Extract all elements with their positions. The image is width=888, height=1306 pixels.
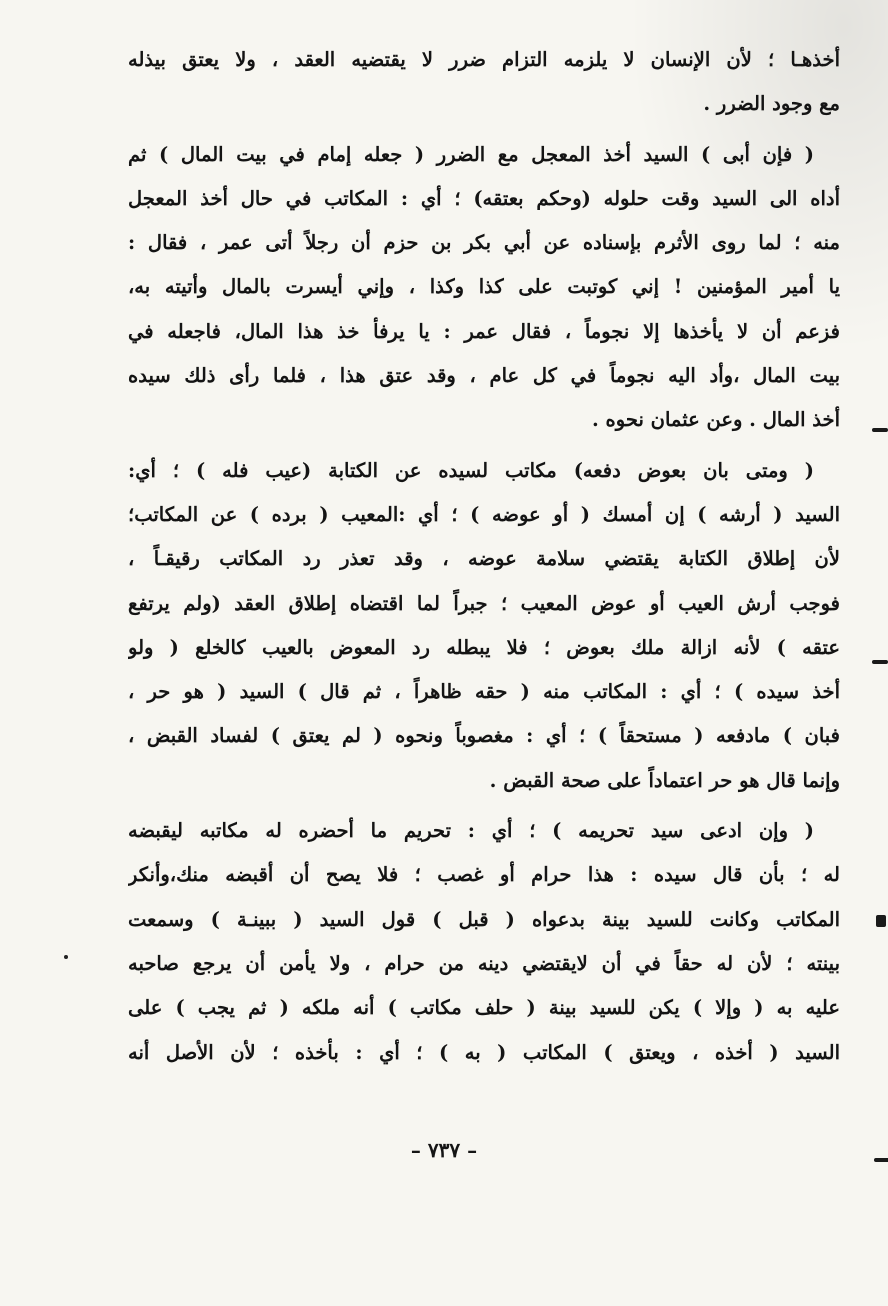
text-line: مع وجود الضرر . (703, 92, 840, 116)
scan-speck (64, 955, 68, 959)
page-number: – ٧٣٧ – (410, 1138, 478, 1162)
text-line: أخذ سيده ) ؛ أي : المكاتب منه ( حقه ظاهراً ، ثم قال ) السيد ( هو حر ، (128, 680, 840, 704)
text-line: ( فإن أبى ) السيد أخذ المعجل مع الضرر ( جعله إمام في بيت المال ) ثم (128, 142, 814, 166)
text-line: وإنما قال هو حر اعتماداً على صحة القبض . (489, 768, 840, 792)
text-line: أخذ المال . وعن عثمان نحوه . (591, 408, 840, 432)
margin-mark (872, 660, 888, 664)
text-line: فبان ) مادفعه ( مستحقاً ) ؛ أي : مغصوباً ونحوه ( لم يعتق ) لفساد القبض ، (128, 724, 840, 748)
text-line: أخذهـا ؛ لأن الإنسان لا يلزمه التزام ضرر لا يقتضيه العقد ، ولا يعتق بيذله (128, 48, 840, 71)
text-line: عليه به ( وإلا ) يكن للسيد بينة ( حلف مكاتب ) أنه ملكه ( ثم يجب ) على (128, 996, 840, 1020)
text-line: يا أمير المؤمنين ! إني كوتبت على كذا وكذا ، وإني أيسرت بالمال وأتيته به، (128, 275, 840, 299)
body-text (128, 38, 840, 1075)
margin-mark (874, 1158, 888, 1162)
margin-mark (876, 915, 886, 927)
text-line: السيد ( أخذه ، ويعتق ) المكاتب ( به ) ؛ أي : بأخذه ؛ لأن الأصل أنه (128, 1040, 840, 1064)
text-line: ( وإن ادعى سيد تحريمه ) ؛ أي : تحريم ما أحضره له مكاتبه ليقبضه (128, 819, 814, 843)
text-line: بينته ؛ لأن له حقاً في أن لايقتضي دينه من حرام ، ولا يأمن أن يرجع صاحبه (128, 951, 840, 975)
text-line: فوجب أرش العيب أو عوض المعيب ؛ جبراً لما اقتضاه إطلاق العقد (ولم يرتفع (128, 591, 840, 615)
text-line: المكاتب وكانت للسيد بينة بدعواه ( قبل ) قول السيد ( ببينـة ) وسمعت (128, 907, 840, 931)
text-line: أداه الى السيد وقت حلوله (وحكم بعتقه) ؛ أي : المكاتب في حال أخذ المعجل (128, 186, 840, 210)
margin-mark (872, 428, 888, 432)
text-line: لأن إطلاق الكتابة يقتضي سلامة عوضه ، وقد تعذر رد المكاتب رقيقـاً ، (128, 547, 840, 571)
text-line: السيد ( أرشه ) إن أمسك ( أو عوضه ) ؛ أي :المعيب ( برده ) عن المكاتب؛ (128, 502, 840, 526)
text-line: ( ومتى بان بعوض دفعه) مكاتب لسيده عن الكتابة (عيب فله ) ؛ أي: (128, 458, 814, 482)
text-line: عتقه ) لأنه ازالة ملك بعوض ؛ فلا يبطله رد المعوض بالعيب كالخلع ( ولو (128, 635, 840, 659)
text-line: فزعم أن لا يأخذها إلا نجوماً ، فقال عمر : يا يرفأ خذ هذا المال، فاجعله في (128, 319, 840, 343)
text-line: بيت المال ،وأد اليه نجوماً في كل عام ، وقد عتق هذا ، فلما رأى ذلك سيده (128, 364, 840, 388)
text-line: له ؛ بأن قال سيده : هذا حرام أو غصب ؛ فلا يصح أن أقبضه منك،وأنكر (128, 863, 840, 887)
text-line: منه ؛ لما روى الأثرم بإسناده عن أبي بكر بن حزم أن رجلاً أتى عمر ، فقال : (128, 231, 840, 255)
